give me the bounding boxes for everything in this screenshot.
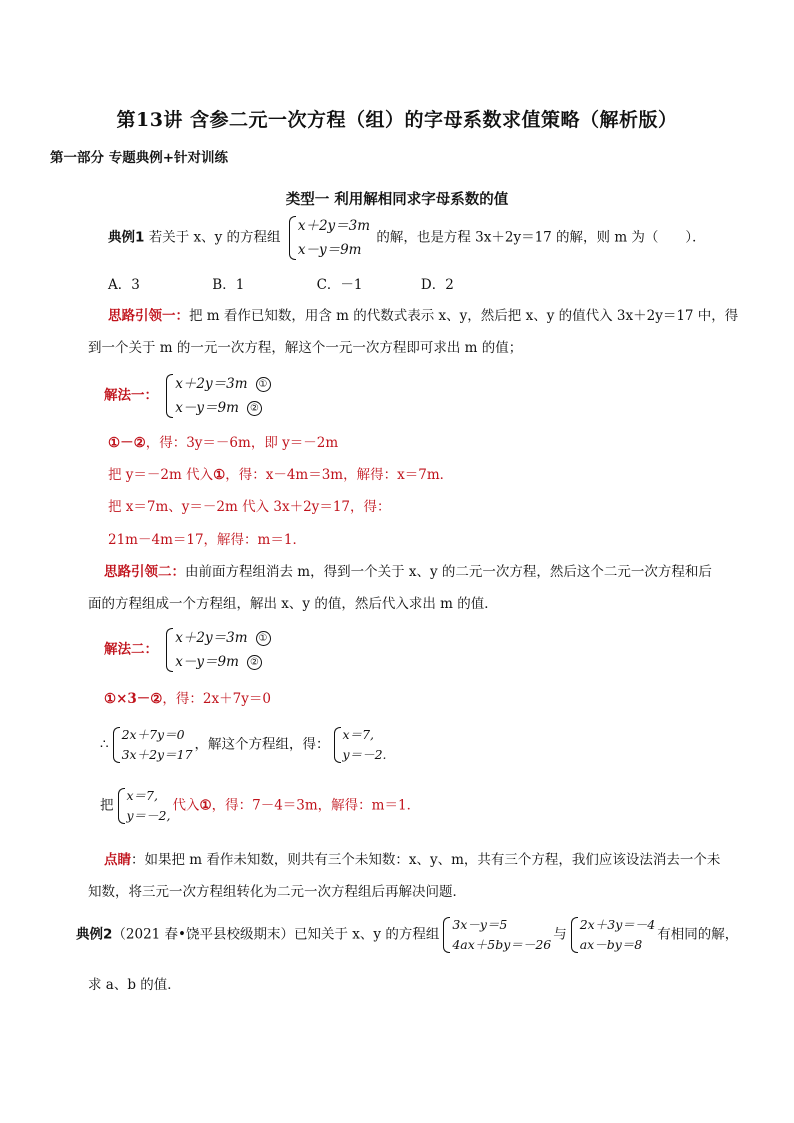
equation: 2x＋3y＝－4: [579, 917, 656, 932]
equation-row: [175, 396, 270, 420]
equation: 4ax＋5by＝－26: [452, 937, 552, 952]
solution2-system2: [111, 725, 193, 765]
equation: 3x－y＝5: [452, 917, 508, 932]
equation: y＝－2.: [342, 747, 387, 762]
circled-number: ①: [199, 797, 212, 814]
option-d: D．2: [420, 277, 454, 293]
example2-with: 与: [553, 926, 567, 943]
solution1: [104, 372, 273, 420]
equation: x－y＝9m: [297, 242, 362, 258]
option-c: C．－1: [316, 277, 363, 293]
example2-system1: [441, 915, 551, 955]
equation: x＝7,: [342, 727, 375, 742]
idea2-line1: [104, 562, 712, 582]
step-text: 把 y＝－2m 代入: [108, 467, 214, 483]
page-title: 第13讲 含参二元一次方程（组）的字母系数求值策略（解析版）: [116, 109, 678, 131]
equation: y＝－2,: [126, 808, 171, 823]
option-a: A．3: [108, 277, 140, 293]
equation: 2x＋7y＝0: [121, 727, 185, 742]
equation-row: [175, 372, 270, 396]
solution2-result2: [116, 786, 171, 826]
therefore-symbol: ∴: [100, 736, 109, 753]
circled-number: ②: [247, 655, 262, 670]
step-text: ，得：2x＋7y＝0: [162, 691, 271, 707]
solution2-system: [164, 626, 270, 674]
solution1-step2: [108, 465, 453, 485]
example2-label: 典例2: [76, 926, 113, 943]
example1-options: [108, 275, 521, 295]
note-text: ：如果把 m 看作未知数，则共有三个未知数：x、y、m，共有三个方程，我们应该设法消去一个未: [131, 852, 721, 868]
solution2-step3: [100, 786, 420, 826]
idea1-label: 思路引领一：: [108, 308, 189, 324]
solution2-result: [332, 725, 387, 765]
equation: 3x＋2y＝17: [121, 747, 193, 762]
step-text: ，得：3y＝－6m，即 y＝－2m: [145, 435, 339, 451]
equation: x－y＝9m: [175, 654, 239, 670]
solution2: [104, 626, 273, 674]
solution1-step3: 把 x＝7m、y＝－2m 代入 3x＋2y＝17，得：: [108, 499, 391, 515]
example1-text-b: 的解，也是方程 3x＋2y＝17 的解，则 m 为（ ）．: [376, 229, 706, 246]
idea1-line1: [108, 306, 738, 326]
step-text: 代入: [172, 797, 200, 814]
equation: ax－by＝8: [579, 937, 643, 952]
example1-text-a: 若关于 x、y 的方程组: [148, 229, 281, 246]
step-label: ①×3－②: [104, 691, 163, 707]
circled-number: ①: [213, 467, 226, 483]
equation: x＋2y＝3m: [175, 630, 248, 646]
idea2-line2: 面的方程组成一个方程组，解出 x、y 的值，然后代入求出 m 的值．: [88, 596, 498, 612]
idea1-line2: 到一个关于 m 的一元一次方程，解这个一元一次方程即可求出 m 的值；: [88, 340, 523, 356]
example1-label: 典例1: [108, 229, 145, 246]
example1: [108, 214, 706, 262]
step-text: 把: [100, 797, 114, 814]
equation: x＝7,: [126, 788, 158, 803]
solution1-label: 解法一：: [104, 387, 158, 404]
example2: [76, 915, 738, 955]
circled-number: ①: [256, 377, 271, 392]
solution1-system: [164, 372, 270, 420]
idea2-text: 由前面方程组消去 m，得到一个关于 x、y 的二元一次方程，然后这个二元一次方程和后: [185, 564, 712, 580]
equation: x－y＝9m: [175, 400, 239, 416]
note-line1: [104, 850, 720, 870]
step-text: ，解这个方程组，得：: [194, 736, 330, 753]
example1-system: [287, 214, 370, 262]
equation: x＋2y＝3m: [297, 218, 371, 234]
idea2-label: 思路引领二：: [104, 564, 185, 580]
solution2-label: 解法二：: [104, 641, 158, 658]
solution2-step1: [104, 689, 271, 709]
type1-heading: 类型一 利用解相同求字母系数的值: [285, 192, 509, 208]
step-text: ，得：7－4＝3m，解得：m＝1．: [211, 797, 421, 814]
note-label: 点睛: [104, 852, 131, 868]
idea1-text: 把 m 看作已知数，用含 m 的代数式表示 x、y，然后把 x、y 的值代入 3x＋2y＝17 中，得: [189, 308, 739, 324]
part-heading: 第一部分 专题典例+针对训练: [50, 150, 229, 166]
solution1-step1: [108, 433, 338, 453]
example2-system2: [569, 915, 655, 955]
equation: x＋2y＝3m: [175, 376, 248, 392]
equation-row: [175, 626, 270, 650]
circled-number: ②: [247, 401, 262, 416]
note-line2: 知数，将三元一次方程组转化为二元一次方程组后再解决问题．: [88, 884, 466, 900]
step-text: ，得：x－4m＝3m，解得：x＝7m．: [225, 467, 454, 483]
equation-row: [175, 650, 270, 674]
option-b: B．1: [212, 277, 245, 293]
solution1-step4: 21m－4m＝17，解得：m＝1．: [108, 532, 306, 548]
circled-number: ①: [256, 631, 271, 646]
example2-line2: 求 a、b 的值．: [88, 977, 181, 993]
example2-text-a: （2021 春•饶平县校级期末）已知关于 x、y 的方程组: [112, 926, 440, 943]
step-label: ①－②: [108, 435, 146, 451]
example2-text-b: 有相同的解，: [657, 926, 739, 943]
solution2-step2: [100, 725, 389, 765]
